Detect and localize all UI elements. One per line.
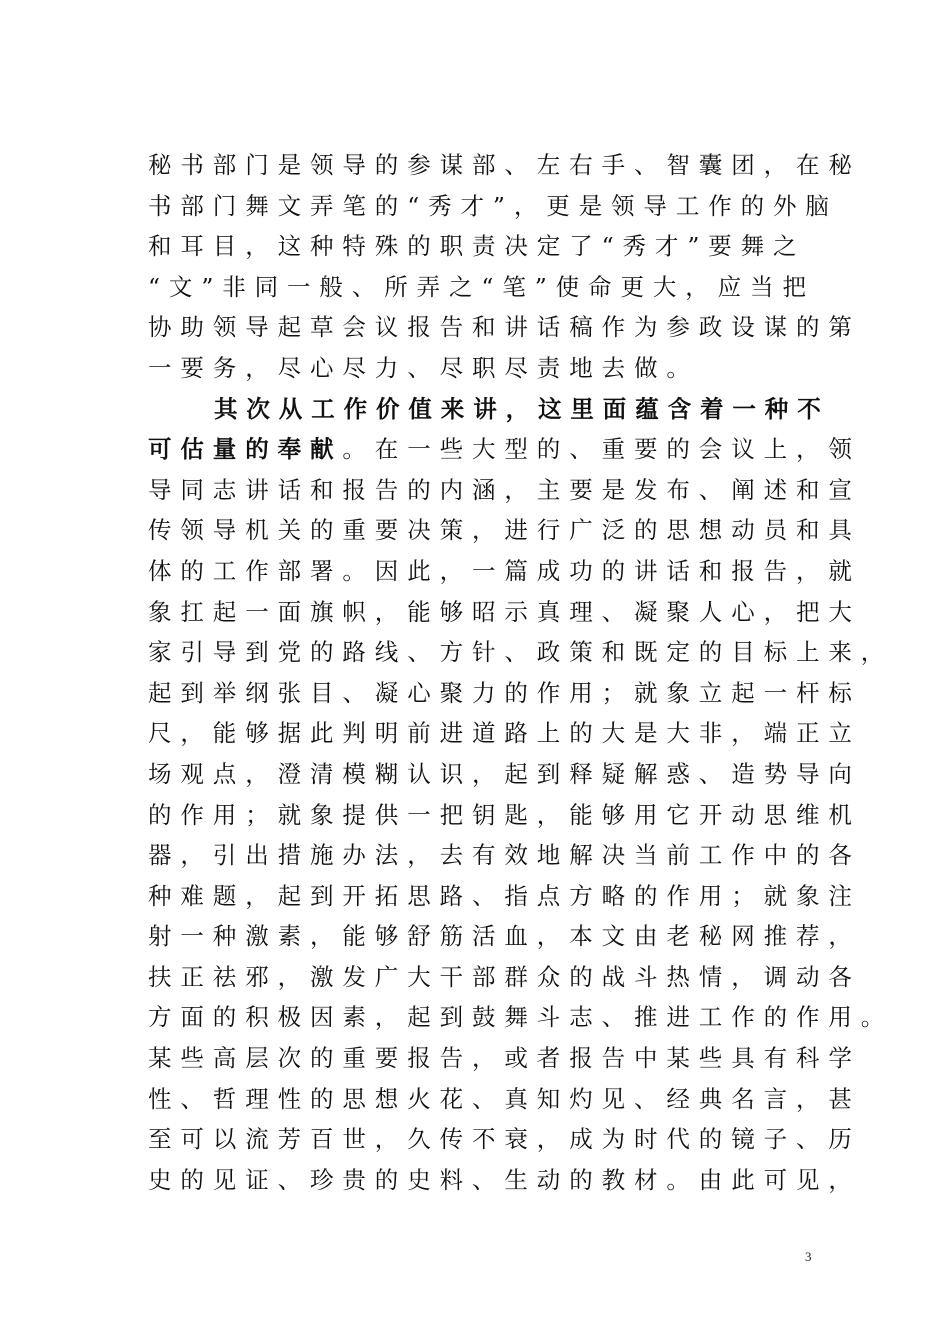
page-number: 3 bbox=[805, 1249, 812, 1264]
text-line: 射一种激素，能够舒筋活血，本文由老秘网推荐， bbox=[148, 922, 861, 951]
text-line: 某些高层次的重要报告，或者报告中某些具有科学 bbox=[148, 1044, 861, 1073]
text-line: 导同志讲话和报告的内涵，主要是发布、阐述和宣 bbox=[148, 475, 861, 504]
text-line: “文”非同一般、所弄之“笔”使命更大，应当把 bbox=[148, 272, 815, 301]
text-line: 起到举纲张目、凝心聚力的作用；就象立起一杆标 bbox=[148, 678, 861, 707]
text-line: 性、哲理性的思想火花、真知灼见、经典名言，甚 bbox=[148, 1084, 861, 1113]
text-line: 书部门舞文弄笔的“秀才”，更是领导工作的外脑 bbox=[148, 191, 838, 220]
text-line bbox=[148, 429, 861, 470]
body-text bbox=[148, 145, 894, 1200]
text-line: 秘书部门是领导的参谋部、左右手、智囊团，在秘 bbox=[148, 151, 861, 179]
paragraph-heading-line bbox=[148, 389, 830, 430]
text-line: 扶正祛邪，激发广大干部群众的战斗热情，调动各 bbox=[148, 962, 861, 991]
text-line: 史的见证、珍贵的史料、生动的教材。由此可见， bbox=[148, 1165, 861, 1194]
bold-heading-text: 可估量的奉献 bbox=[148, 435, 343, 464]
text-line: 场观点，澄清模糊认识，起到释疑解惑、造势导向 bbox=[148, 759, 861, 788]
text-span: 。在一些大型的、重要的会议上，领 bbox=[342, 435, 861, 464]
text-line: 至可以流芳百世，久传不衰，成为时代的镜子、历 bbox=[148, 1125, 861, 1154]
text-line: 象扛起一面旗帜，能够昭示真理、凝聚人心，把大 bbox=[148, 597, 861, 626]
text-line: 种难题，起到开拓思路、指点方略的作用；就象注 bbox=[148, 881, 861, 910]
text-line: 器，引出措施办法，去有效地解决当前工作中的各 bbox=[148, 841, 861, 870]
text-line: 传领导机关的重要决策，进行广泛的思想动员和具 bbox=[148, 516, 861, 545]
text-line: 的作用；就象提供一把钥匙，能够用它开动思维机 bbox=[148, 800, 861, 829]
text-line: 方面的积极因素，起到鼓舞斗志、推进工作的作用。 bbox=[148, 1003, 894, 1032]
text-line: 一要务，尽心尽力、尽职尽责地去做。 bbox=[148, 353, 699, 382]
text-line: 和耳目，这种特殊的职责决定了“秀才”要舞之 bbox=[148, 232, 806, 261]
bold-heading-text: 其次从工作价值来讲，这里面蕴含着一种不 bbox=[214, 394, 830, 423]
text-line: 尺，能够据此判明前进道路上的大是大非，端正立 bbox=[148, 719, 861, 748]
text-line: 家引导到党的路线、方针、政策和既定的目标上来， bbox=[148, 638, 894, 667]
text-line: 体的工作部署。因此，一篇成功的讲话和报告，就 bbox=[148, 556, 861, 585]
text-line: 协助领导起草会议报告和讲话稿作为参政设谋的第 bbox=[148, 313, 861, 342]
